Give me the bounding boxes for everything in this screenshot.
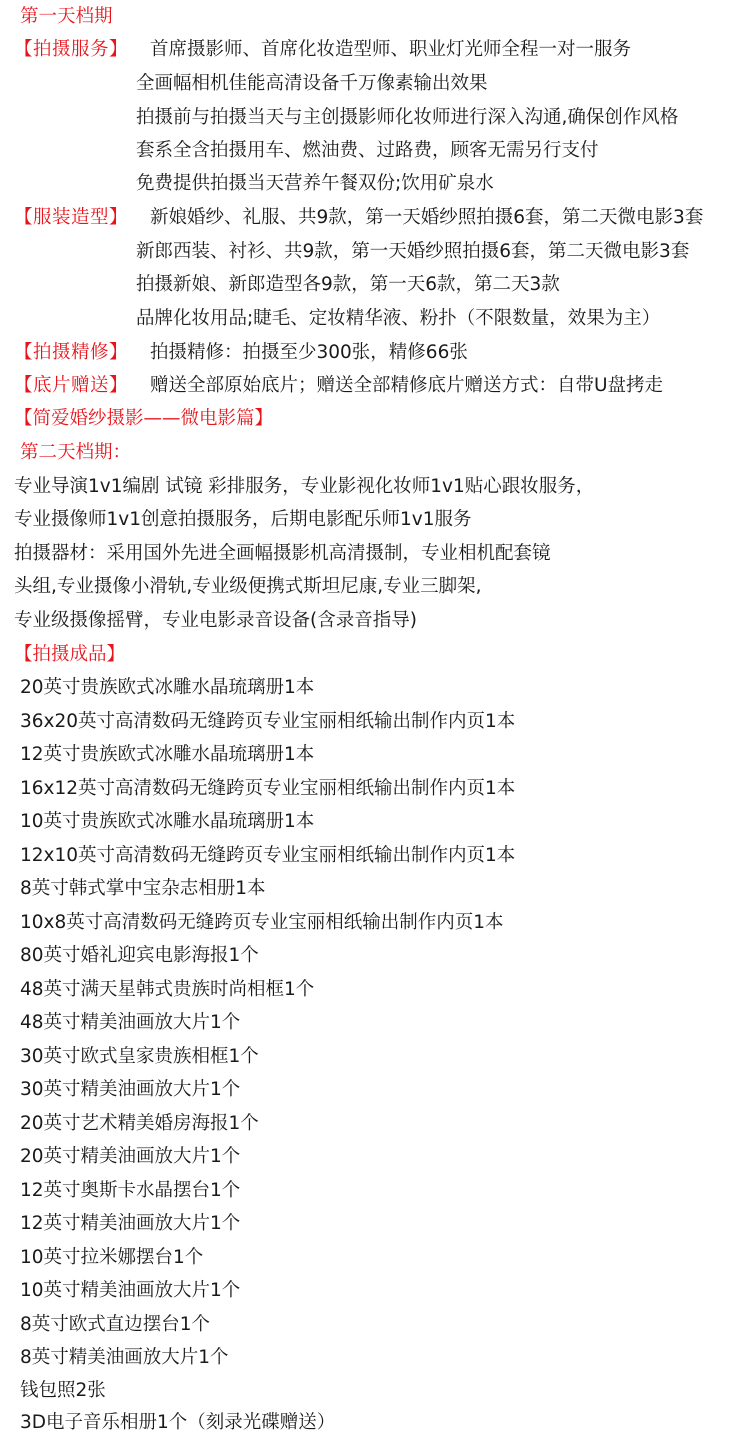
shoot-service-label: 【拍摄服务】 (14, 39, 129, 60)
product-item: 36x20英寸高清数码无缝跨页专业宝丽相纸输出制作内页1本 (20, 711, 516, 732)
shoot-service-line: 套系全含拍摄用车、燃油费、过路费，顾客无需另行支付 (136, 140, 599, 161)
product-item: 8英寸精美油画放大片1个 (20, 1347, 229, 1368)
product-item: 10英寸精美油画放大片1个 (20, 1280, 241, 1301)
product-item: 8英寸韩式掌中宝杂志相册1本 (20, 878, 266, 899)
micro-film-title: 【简爱婚纱摄影——微电影篇】 (14, 408, 274, 429)
product-item: 20英寸精美油画放大片1个 (20, 1146, 241, 1167)
retouch-text: 拍摄精修：拍摄至少300张，精修66张 (150, 342, 468, 363)
day2-line: 头组,专业摄像小滑轨,专业级便携式斯坦尼康,专业三脚架, (14, 576, 482, 597)
negatives-row (14, 369, 750, 403)
shoot-service-line: 全画幅相机佳能高清设备千万像素输出效果 (136, 73, 488, 94)
shoot-service-line-row (0, 67, 750, 101)
day2-line: 专业摄像师1v1创意拍摄服务，后期电影配乐师1v1服务 (14, 509, 472, 530)
shoot-service-line: 拍摄前与拍摄当天与主创摄影师化妆师进行深入沟通,确保创作风格 (136, 107, 679, 128)
costume-line-row (0, 268, 750, 302)
negatives-label: 【底片赠送】 (14, 375, 129, 396)
product-item: 48英寸精美油画放大片1个 (20, 1012, 241, 1033)
day2-line: 专业级摄像摇臂，专业电影录音设备(含录音指导) (14, 610, 417, 631)
shoot-service-line: 首席摄影师、首席化妆造型师、职业灯光师全程一对一服务 (150, 39, 632, 60)
product-item: 30英寸欧式皇家贵族相框1个 (20, 1046, 259, 1067)
product-item: 80英寸婚礼迎宾电影海报1个 (20, 945, 259, 966)
products-label: 【拍摄成品】 (14, 644, 126, 665)
day2-title: 第二天档期： (20, 442, 132, 463)
product-item: 12英寸奥斯卡水晶摆台1个 (20, 1180, 241, 1201)
product-item: 20英寸艺术精美婚房海报1个 (20, 1113, 259, 1134)
costume-line: 新郎西装、衬衫、共9款，第一天婚纱照拍摄6套，第二天微电影3套 (136, 241, 690, 262)
product-item: 30英寸精美油画放大片1个 (20, 1079, 241, 1100)
shoot-service-line-row (0, 101, 750, 135)
shoot-service-line-row (0, 134, 750, 168)
costume-label: 【服装造型】 (14, 207, 129, 228)
shoot-service-line: 免费提供拍摄当天营养午餐双份;饮用矿泉水 (136, 173, 494, 194)
product-item: 10x8英寸高清数码无缝跨页专业宝丽相纸输出制作内页1本 (20, 912, 504, 933)
product-item: 8英寸欧式直边摆台1个 (20, 1314, 211, 1335)
product-item: 10英寸贵族欧式冰雕水晶琉璃册1本 (20, 811, 315, 832)
negatives-text: 赠送全部原始底片；赠送全部精修底片赠送方式：自带U盘拷走 (150, 375, 664, 396)
product-item: 10英寸拉米娜摆台1个 (20, 1247, 204, 1268)
day2-line: 专业导演1v1编剧 试镜 彩排服务，专业影视化妆师1v1贴心跟妆服务， (14, 476, 595, 497)
costume-line-row (0, 302, 750, 336)
costume-line: 新娘婚纱、礼服、共9款，第一天婚纱照拍摄6套，第二天微电影3套 (150, 207, 704, 228)
product-item: 48英寸满天星韩式贵族时尚相框1个 (20, 979, 315, 1000)
day1-title: 第一天档期 (20, 6, 113, 27)
costume-line: 拍摄新娘、新郎造型各9款，第一天6款，第二天3款 (136, 274, 560, 295)
costume-row (14, 201, 750, 235)
costume-line-row (0, 235, 750, 269)
product-item: 钱包照2张 (20, 1380, 106, 1401)
product-item: 16x12英寸高清数码无缝跨页专业宝丽相纸输出制作内页1本 (20, 778, 516, 799)
product-item: 12x10英寸高清数码无缝跨页专业宝丽相纸输出制作内页1本 (20, 845, 516, 866)
retouch-row (14, 336, 750, 370)
day2-line: 拍摄器材：采用国外先进全画幅摄影机高清摄制，专业相机配套镜 (14, 543, 551, 564)
product-item: 20英寸贵族欧式冰雕水晶琉璃册1本 (20, 677, 315, 698)
product-item: 12英寸精美油画放大片1个 (20, 1213, 241, 1234)
shoot-service-row (14, 33, 750, 67)
costume-line: 品牌化妆用品;睫毛、定妆精华液、粉扑（不限数量，效果为主） (136, 308, 661, 329)
retouch-label: 【拍摄精修】 (14, 342, 129, 363)
product-item: 12英寸贵族欧式冰雕水晶琉璃册1本 (20, 744, 315, 765)
product-item: 3D电子音乐相册1个（刻录光碟赠送） (20, 1412, 336, 1433)
shoot-service-line-row (0, 167, 750, 201)
